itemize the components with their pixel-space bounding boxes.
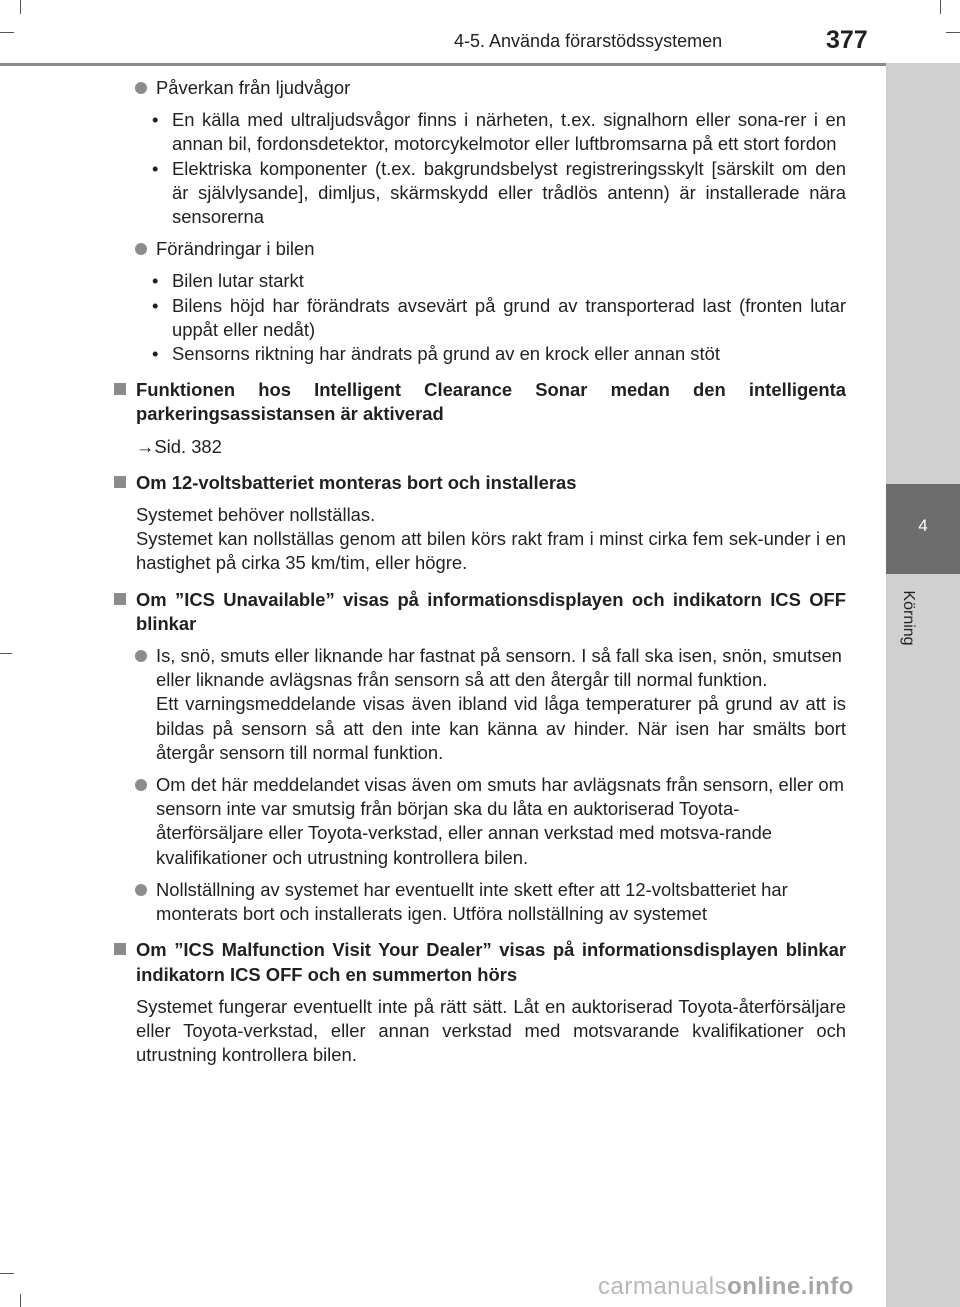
bullet-item — [136, 644, 846, 692]
bullet-text: Påverkan från ljudvågor — [156, 77, 351, 98]
paragraph — [136, 995, 846, 1068]
section-square-icon — [114, 476, 126, 488]
list-item — [136, 342, 846, 366]
crop-mark — [20, 1294, 21, 1307]
section-heading-text: Om ”ICS Malfunction Visit Your Dealer” visas på informationsdisplayen blinkar indikatorn ICS OFF och en summerton hörs — [136, 939, 846, 985]
list-marker: • — [152, 109, 159, 131]
crop-mark — [946, 32, 960, 33]
bullet-item — [136, 878, 846, 926]
paragraph-text: Systemet fungerar eventuellt inte på rätt sätt. Låt en auktoriserad Toyota-återförsäljare eller Toyota-verkstad, eller annan verkstad med motsvarande kvalifikationer och utrustning kontrollera bilen. — [136, 995, 846, 1066]
paragraph-text: →Sid. 382 — [136, 435, 222, 457]
paragraph-text: Ett varningsmeddelande visas även ibland vid låga temperaturer på grund av att is bildas på sensorn så att den inte kan känna av hinder. När isen har smälts bort återgår sensorn till normal funktion. — [156, 693, 846, 763]
bullet-dot-icon — [135, 243, 147, 255]
side-bar-bottom — [886, 574, 960, 1307]
section-heading — [136, 378, 846, 426]
crop-mark — [940, 0, 941, 14]
list-marker: • — [152, 294, 159, 316]
section-heading — [136, 588, 846, 636]
section-square-icon — [114, 383, 126, 395]
bullet-dot-icon — [135, 884, 147, 896]
header-rule — [0, 63, 960, 66]
list-item-text: Elektriska komponenter (t.ex. bakgrundsbelyst registreringsskylt [särskilt om den är självlysande], dimljus, skärmskydd eller trådlös antenn) är installerade nära sensorerna — [172, 157, 846, 228]
watermark: carmanualsonline.info — [598, 1273, 854, 1300]
bullet-dot-icon — [135, 779, 147, 791]
section-heading-text: Om 12-voltsbatteriet monteras bort och installeras — [136, 471, 577, 493]
crop-mark — [0, 32, 14, 33]
side-bar-top — [886, 63, 960, 484]
list-marker: • — [152, 270, 159, 292]
list-item-text: Sensorns riktning har ändrats på grund av en krock eller annan stöt — [172, 343, 720, 365]
list-item — [136, 294, 846, 342]
bullet-text: Nollställning av systemet har eventuellt inte skett efter att 12-voltsbatteriet har monterats bort och installerats igen. Utföra nollställning av systemet — [156, 878, 788, 925]
section-heading-text: Funktionen hos Intelligent Clearance Sonar medan den intelligenta parkeringsassistansen är aktiverad — [136, 379, 846, 425]
crop-mark — [0, 653, 12, 654]
list-marker: • — [152, 343, 159, 365]
section-heading-text: Om ”ICS Unavailable” visas på informationsdisplayen och indikatorn ICS OFF blinkar — [136, 588, 846, 634]
paragraph — [136, 503, 846, 527]
chapter-tab-number: 4 — [918, 516, 928, 535]
list-marker: • — [152, 157, 159, 179]
paragraph — [136, 435, 846, 459]
section-heading — [136, 471, 846, 495]
section-square-icon — [114, 943, 126, 955]
list-item — [136, 108, 846, 156]
chapter-title: 4-5. Använda förarstödssystemen — [454, 31, 723, 51]
bullet-dot-icon — [135, 82, 147, 94]
bullet-item — [136, 76, 846, 100]
bullet-text: Förändringar i bilen — [156, 238, 315, 260]
section-heading — [136, 938, 846, 986]
paragraph-text: Systemet behöver nollställas. — [136, 504, 376, 526]
crop-mark — [20, 0, 21, 14]
section-square-icon — [114, 593, 126, 605]
bullet-text: Is, snö, smuts eller liknande har fastnat på sensorn. I så fall ska isen, snön, smutsen eller liknande avlägsnas från sensorn så att den återgår till normal funktion. — [156, 645, 842, 691]
paragraph-text: Systemet kan nollställas genom att bilen körs rakt fram i minst cirka fem sek-under i en hastighet på cirka 35 km/tim, eller högre. — [136, 528, 846, 574]
bullet-text: Om det här meddelandet visas även om smuts har avlägsnats från sensorn, eller om sensorn inte var smutsig från början ska du låta en auktoriserad Toyota-återförsäljare eller Toyota-verkstad, eller annan verkstad med motsva-rande kvalifikationer och utrustning kontrollera bilen. — [156, 774, 844, 868]
bullet-dot-icon — [135, 650, 147, 662]
chapter-tab-label: Körning — [900, 590, 917, 646]
crop-mark — [0, 1273, 14, 1274]
paragraph — [136, 527, 846, 575]
page-body — [136, 76, 846, 1067]
bullet-item — [136, 237, 846, 261]
bullet-item — [136, 773, 846, 870]
list-item-text: Bilen lutar starkt — [172, 270, 304, 292]
list-item — [136, 269, 846, 293]
list-item-text: Bilens höjd har förändrats avsevärt på grund av transporterad last (fronten lutar uppåt eller nedåt) — [172, 294, 846, 340]
list-item-text: En källa med ultraljudsvågor finns i närheten, t.ex. signalhorn eller sona-rer i en annan bil, fordonsdetektor, motorcykelmotor eller luftbromsarna på ett stort fordon — [172, 109, 846, 155]
list-item — [136, 157, 846, 230]
paragraph — [136, 692, 846, 765]
page-number: 377 — [826, 26, 868, 54]
